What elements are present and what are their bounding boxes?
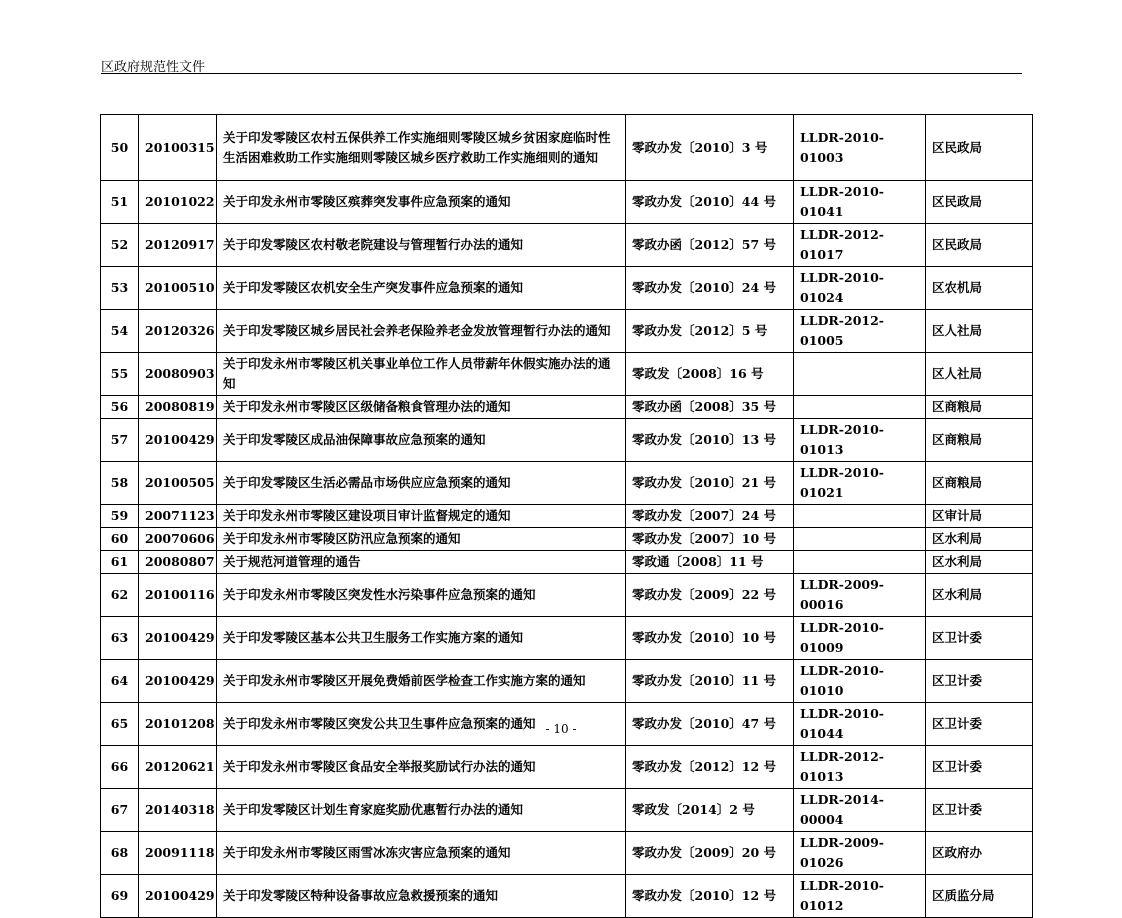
row-doc-number: 零政办发〔2009〕22 号 [626,574,794,617]
row-title: 关于印发永州市零陵区防汛应急预案的通知 [217,528,626,551]
row-number: 60 [101,528,139,551]
row-department: 区卫计委 [926,789,1033,832]
table-row [101,505,1033,528]
row-doc-number: 零政办发〔2010〕47 号 [626,703,794,746]
row-registration-number [794,551,926,574]
row-title: 关于印发零陵区生活必需品市场供应应急预案的通知 [217,462,626,505]
row-title: 关于印发永州市零陵区机关事业单位工作人员带薪年休假实施办法的通知 [217,353,626,396]
row-title: 关于规范河道管理的通告 [217,551,626,574]
row-date: 20091118 [139,832,217,875]
table-row [101,353,1033,396]
table-row [101,528,1033,551]
row-registration-number: LLDR-2012-01013 [794,746,926,789]
row-doc-number: 零政办发〔2007〕24 号 [626,505,794,528]
table-row [101,115,1033,181]
document-table [100,114,1033,918]
row-number: 65 [101,703,139,746]
row-doc-number: 零政办函〔2012〕57 号 [626,224,794,267]
row-doc-number: 零政发〔2014〕2 号 [626,789,794,832]
table-row [101,832,1033,875]
row-doc-number: 零政办发〔2007〕10 号 [626,528,794,551]
row-registration-number: LLDR-2010-01041 [794,181,926,224]
row-date: 20100505 [139,462,217,505]
row-registration-number [794,396,926,419]
row-department: 区卫计委 [926,746,1033,789]
row-registration-number: LLDR-2010-01021 [794,462,926,505]
row-department: 区人社局 [926,310,1033,353]
document-table-body [101,115,1033,918]
row-title: 关于印发零陵区农村敬老院建设与管理暂行办法的通知 [217,224,626,267]
row-department: 区民政局 [926,181,1033,224]
row-date: 20071123 [139,505,217,528]
row-number: 63 [101,617,139,660]
row-title: 关于印发零陵区城乡居民社会养老保险养老金发放管理暂行办法的通知 [217,310,626,353]
row-number: 59 [101,505,139,528]
row-number: 58 [101,462,139,505]
row-number: 68 [101,832,139,875]
row-registration-number: LLDR-2010-01013 [794,419,926,462]
row-doc-number: 零政通〔2008〕11 号 [626,551,794,574]
row-registration-number: LLDR-2012-01017 [794,224,926,267]
row-title: 关于印发永州市零陵区开展免费婚前医学检查工作实施方案的通知 [217,660,626,703]
row-doc-number: 零政办发〔2012〕5 号 [626,310,794,353]
row-department: 区水利局 [926,574,1033,617]
row-department: 区商粮局 [926,462,1033,505]
row-date: 20100510 [139,267,217,310]
row-department: 区水利局 [926,528,1033,551]
row-date: 20100315 [139,115,217,181]
table-row [101,267,1033,310]
row-doc-number: 零政办发〔2010〕12 号 [626,875,794,918]
header-rule [101,73,1022,74]
row-doc-number: 零政办发〔2010〕13 号 [626,419,794,462]
row-registration-number [794,505,926,528]
row-number: 55 [101,353,139,396]
row-title: 关于印发永州市零陵区区级储备粮食管理办法的通知 [217,396,626,419]
row-title: 关于印发永州市零陵区食品安全举报奖励试行办法的通知 [217,746,626,789]
row-registration-number: LLDR-2014-00004 [794,789,926,832]
table-row [101,224,1033,267]
row-date: 20100429 [139,419,217,462]
row-department: 区水利局 [926,551,1033,574]
row-number: 67 [101,789,139,832]
row-doc-number: 零政办发〔2010〕10 号 [626,617,794,660]
row-title: 关于印发零陵区基本公共卫生服务工作实施方案的通知 [217,617,626,660]
row-number: 64 [101,660,139,703]
row-department: 区商粮局 [926,396,1033,419]
row-number: 51 [101,181,139,224]
row-department: 区卫计委 [926,617,1033,660]
row-registration-number: LLDR-2010-01010 [794,660,926,703]
row-title: 关于印发零陵区计划生育家庭奖励优惠暂行办法的通知 [217,789,626,832]
row-date: 20101022 [139,181,217,224]
row-date: 20100116 [139,574,217,617]
row-number: 52 [101,224,139,267]
table-row [101,789,1033,832]
row-registration-number: LLDR-2010-01012 [794,875,926,918]
row-date: 20120917 [139,224,217,267]
row-title: 关于印发零陵区成品油保障事故应急预案的通知 [217,419,626,462]
row-doc-number: 零政办发〔2009〕20 号 [626,832,794,875]
row-date: 20100429 [139,875,217,918]
row-number: 66 [101,746,139,789]
row-date: 20120621 [139,746,217,789]
table-row [101,462,1033,505]
row-department: 区民政局 [926,224,1033,267]
row-department: 区农机局 [926,267,1033,310]
row-department: 区审计局 [926,505,1033,528]
row-title: 关于印发永州市零陵区建设项目审计监督规定的通知 [217,505,626,528]
table-row [101,746,1033,789]
row-department: 区卫计委 [926,660,1033,703]
row-date: 20080819 [139,396,217,419]
row-department: 区人社局 [926,353,1033,396]
row-number: 61 [101,551,139,574]
row-doc-number: 零政办发〔2010〕3 号 [626,115,794,181]
table-row [101,396,1033,419]
table-row [101,419,1033,462]
table-row [101,181,1033,224]
row-doc-number: 零政办发〔2010〕21 号 [626,462,794,505]
table-row [101,574,1033,617]
row-registration-number [794,353,926,396]
row-title: 关于印发永州市零陵区突发性水污染事件应急预案的通知 [217,574,626,617]
row-title: 关于印发永州市零陵区殡葬突发事件应急预案的通知 [217,181,626,224]
row-registration-number: LLDR-2009-00016 [794,574,926,617]
row-title: 关于印发零陵区农村五保供养工作实施细则零陵区城乡贫困家庭临时性生活困难救助工作实施细则零陵区城乡医疗救助工作实施细则的通知 [217,115,626,181]
table-row [101,551,1033,574]
table-row [101,617,1033,660]
row-title: 关于印发永州市零陵区突发公共卫生事件应急预案的通知 [217,703,626,746]
row-doc-number: 零政办发〔2010〕24 号 [626,267,794,310]
table-row [101,875,1033,918]
row-department: 区商粮局 [926,419,1033,462]
row-registration-number: LLDR-2010-01009 [794,617,926,660]
table-row [101,660,1033,703]
row-department: 区民政局 [926,115,1033,181]
row-title: 关于印发永州市零陵区雨雪冰冻灾害应急预案的通知 [217,832,626,875]
row-number: 56 [101,396,139,419]
row-doc-number: 零政发〔2008〕16 号 [626,353,794,396]
page-header-title: 区政府规范性文件 [101,60,206,75]
row-date: 20120326 [139,310,217,353]
row-number: 50 [101,115,139,181]
row-number: 69 [101,875,139,918]
row-date: 20080807 [139,551,217,574]
row-registration-number [794,528,926,551]
row-doc-number: 零政办函〔2008〕35 号 [626,396,794,419]
row-doc-number: 零政办发〔2012〕12 号 [626,746,794,789]
row-date: 20080903 [139,353,217,396]
row-title: 关于印发零陵区特种设备事故应急救援预案的通知 [217,875,626,918]
row-registration-number: LLDR-2010-01003 [794,115,926,181]
row-doc-number: 零政办发〔2010〕44 号 [626,181,794,224]
row-date: 20101208 [139,703,217,746]
row-department: 区卫计委 [926,703,1033,746]
row-number: 53 [101,267,139,310]
row-title: 关于印发零陵区农机安全生产突发事件应急预案的通知 [217,267,626,310]
row-date: 20070606 [139,528,217,551]
row-registration-number: LLDR-2009-01026 [794,832,926,875]
row-number: 57 [101,419,139,462]
row-registration-number: LLDR-2010-01024 [794,267,926,310]
row-date: 20100429 [139,617,217,660]
row-number: 62 [101,574,139,617]
row-date: 20100429 [139,660,217,703]
row-registration-number: LLDR-2012-01005 [794,310,926,353]
row-registration-number: LLDR-2010-01044 [794,703,926,746]
table-row [101,310,1033,353]
row-department: 区质监分局 [926,875,1033,918]
row-number: 54 [101,310,139,353]
page-number: - 10 - [545,722,577,736]
row-date: 20140318 [139,789,217,832]
row-department: 区政府办 [926,832,1033,875]
row-doc-number: 零政办发〔2010〕11 号 [626,660,794,703]
